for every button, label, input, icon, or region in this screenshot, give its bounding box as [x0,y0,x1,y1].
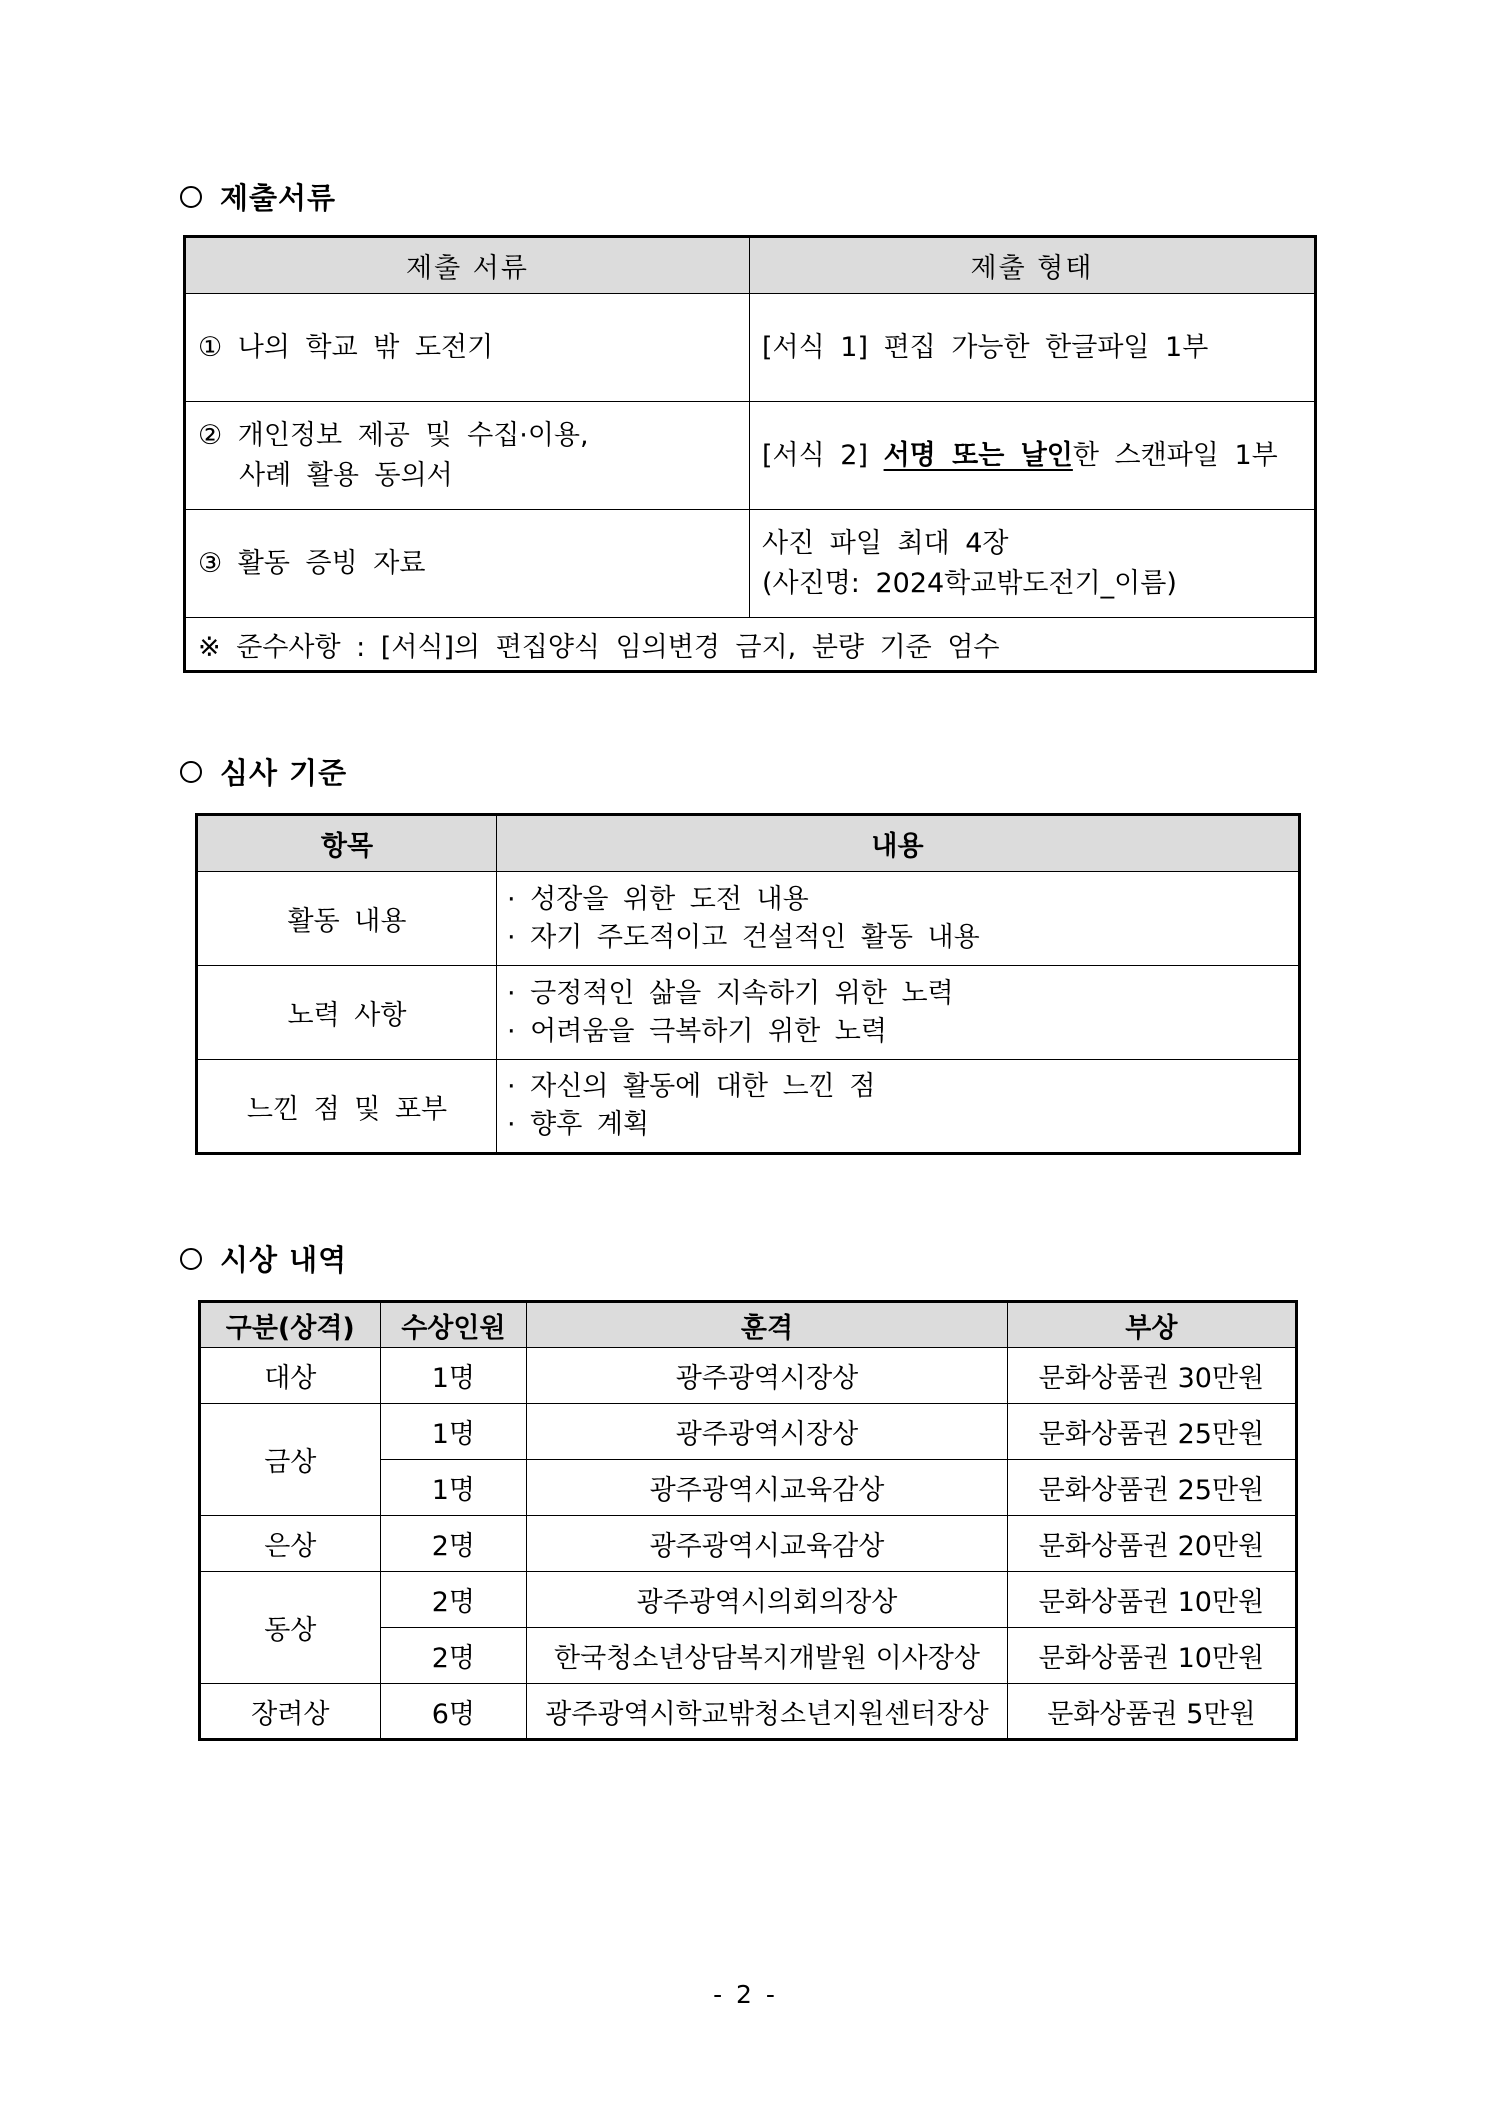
award-grade: 은상 [200,1516,381,1572]
criteria-content [497,1060,1300,1154]
award-prize: 문화상품권 25만원 [1007,1460,1296,1516]
award-count: 2명 [380,1572,527,1628]
column-header: 제출 서류 [185,237,750,294]
criteria-item: 활동 내용 [197,872,497,966]
document-form: [서식 1] 편집 가능한 한글파일 1부 [762,331,1209,363]
document-name-cell [185,294,750,402]
document-name: ③ 활동 증빙 자료 [198,547,426,579]
criteria-table [195,813,1301,1155]
award-prize: 문화상품권 10만원 [1007,1628,1296,1684]
document-form [762,436,1314,476]
table-row [185,294,1316,402]
criteria-content [497,966,1300,1060]
criteria-point: · 향후 계획 [507,1109,650,1140]
document-name: ① 나의 학교 밖 도전기 [198,331,494,363]
table-row [200,1404,1297,1460]
document-name-continued: 사례 활용 동의서 [239,459,453,491]
award-honor: 광주광역시교육감상 [527,1516,1008,1572]
document-form-prefix: [서식 2] [762,439,884,471]
table-header-row [185,237,1316,294]
section-title-text: 심사 기준 [220,756,348,790]
award-honor: 광주광역시학교밖청소년지원센터장상 [527,1684,1008,1740]
criteria-point: · 어려움을 극복하기 위한 노력 [507,1015,887,1047]
circle-bullet-icon [180,761,202,783]
section-title-awards [180,1238,347,1279]
table-row [200,1348,1297,1404]
column-header: 수상인원 [380,1302,527,1348]
award-count: 1명 [380,1460,527,1516]
circle-bullet-icon [180,1248,202,1270]
award-prize: 문화상품권 20만원 [1007,1516,1296,1572]
table-row [197,1060,1300,1154]
award-count: 1명 [380,1404,527,1460]
award-count: 1명 [380,1348,527,1404]
table-header-row [197,815,1300,872]
criteria-item: 느낀 점 및 포부 [197,1060,497,1154]
award-prize: 문화상품권 10만원 [1007,1572,1296,1628]
award-honor: 광주광역시장상 [527,1348,1008,1404]
column-header: 부상 [1007,1302,1296,1348]
column-header: 내용 [497,815,1300,872]
document-form-cell [750,402,1316,510]
criteria-point: · 긍정적인 삶을 지속하기 위한 노력 [507,977,954,1009]
compliance-note: ※ 준수사항 : [서식]의 편집양식 임의변경 금지, 분량 기준 엄수 [185,618,1316,672]
column-header: 항목 [197,815,497,872]
award-count: 2명 [380,1516,527,1572]
criteria-point: · 자신의 활동에 대한 느낀 점 [507,1071,876,1102]
column-header: 구분(상격) [200,1302,381,1348]
award-prize: 문화상품권 5만원 [1007,1684,1296,1740]
documents-table [183,235,1317,673]
criteria-point: · 성장을 위한 도전 내용 [507,883,809,915]
table-row [185,402,1316,510]
page-number: - 2 - [713,1980,775,2009]
section-title-documents [180,176,336,217]
document-form-detail: (사진명: 2024학교밖도전기_이름) [762,567,1177,599]
section-title-text: 시상 내역 [220,1243,348,1277]
document-form-cell [750,294,1316,402]
award-grade: 대상 [200,1348,381,1404]
awards-table [198,1300,1298,1741]
table-row [185,618,1316,672]
award-honor: 한국청소년상담복지개발원 이사장상 [527,1628,1008,1684]
table-row [197,966,1300,1060]
table-row [200,1684,1297,1740]
document-form-cell [750,510,1316,618]
award-prize: 문화상품권 25만원 [1007,1404,1296,1460]
signature-emphasis: 서명 또는 날인 [883,439,1073,471]
column-header: 훈격 [527,1302,1008,1348]
award-grade: 금상 [200,1404,381,1516]
section-title-criteria [180,751,347,792]
criteria-item: 노력 사항 [197,966,497,1060]
document-name-cell [185,510,750,618]
criteria-point: · 자기 주도적이고 건설적인 활동 내용 [507,921,980,953]
document-name: ② 개인정보 제공 및 수집·이용, [198,419,589,451]
award-count: 2명 [380,1628,527,1684]
award-honor: 광주광역시장상 [527,1404,1008,1460]
document-name-cell [185,402,750,510]
award-honor: 광주광역시교육감상 [527,1460,1008,1516]
award-honor: 광주광역시의회의장상 [527,1572,1008,1628]
table-header-row [200,1302,1297,1348]
award-prize: 문화상품권 30만원 [1007,1348,1296,1404]
award-grade: 동상 [200,1572,381,1684]
document-form-suffix: 한 스캔파일 1부 [1072,439,1278,471]
criteria-content [497,872,1300,966]
table-row [185,510,1316,618]
table-row [200,1516,1297,1572]
award-grade: 장려상 [200,1684,381,1740]
award-count: 6명 [380,1684,527,1740]
document-form: 사진 파일 최대 4장 [762,527,1009,559]
section-title-text: 제출서류 [220,181,337,215]
table-row [197,872,1300,966]
table-row [200,1572,1297,1628]
circle-bullet-icon [180,186,202,208]
column-header: 제출 형태 [750,237,1316,294]
